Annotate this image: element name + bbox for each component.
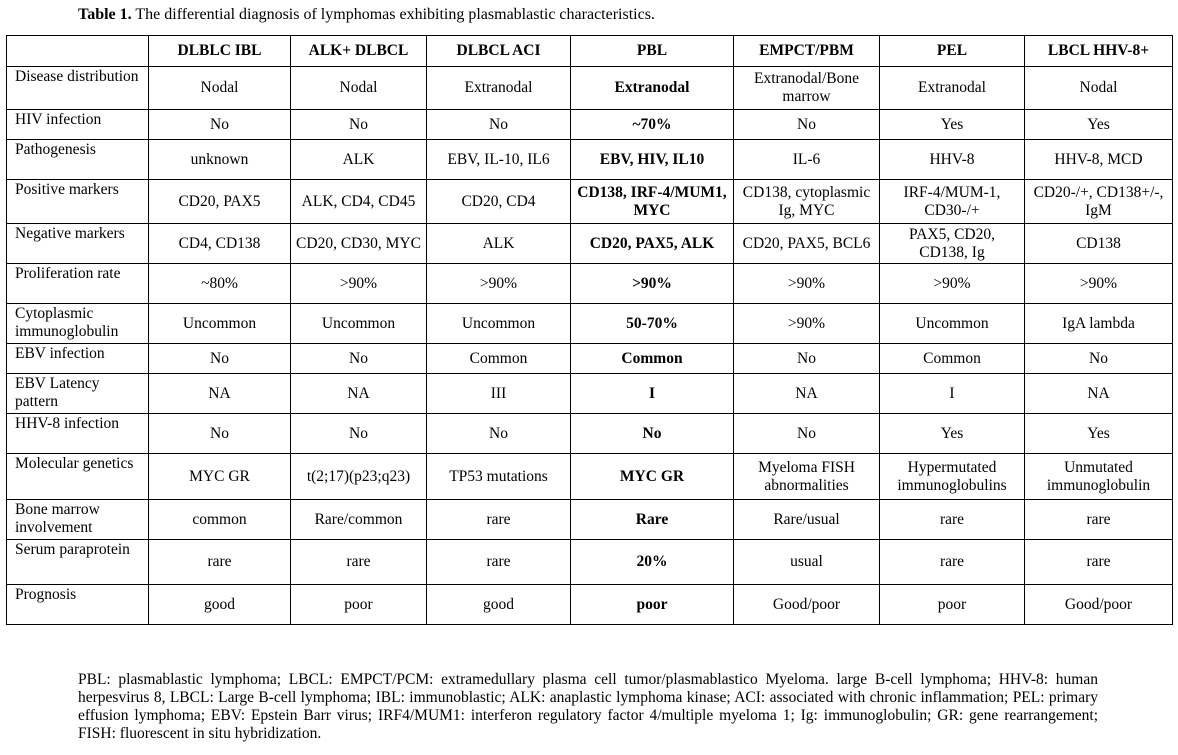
table-cell: No [291, 414, 427, 454]
table-cell: Extranodal/Bone marrow [734, 67, 880, 110]
table-cell: >90% [571, 264, 734, 304]
table-cell: EBV, IL-10, IL6 [427, 140, 571, 180]
table-cell: rare [427, 500, 571, 540]
table-cell: unknown [149, 140, 291, 180]
table-cell: No [734, 344, 880, 374]
table-cell: Common [427, 344, 571, 374]
table-footnote: PBL: plasmablastic lymphoma; LBCL: EMPCT/PCM: extramedullary plasma cell tumor/plasmablastico Myeloma. large B-cell lymphoma; HHV-8: human herpesvirus 8, LBCL: Large B-cell lymphoma; IBL: immunoblastic; ALK: anaplastic lymphoma kinase; ACI: associated with chronic inflammation; PEL: primary effusion lymphoma; EBV: Epstein Barr virus; IRF4/MUM1: interferon regulatory factor 4/multiple myeloma 1; Ig: immunoglobulin; GR: gene rearrangement; FISH: fluorescent in situ hybridization. [78, 671, 1098, 742]
table-cell: No [1025, 344, 1173, 374]
table-cell: Myeloma FISH abnormalities [734, 454, 880, 500]
table-cell: good [427, 585, 571, 625]
header-pbl: PBL [571, 36, 734, 67]
caption-label: Table 1. [78, 6, 132, 23]
table-cell: NA [291, 374, 427, 414]
header-dlblc-ibl: DLBLC IBL [149, 36, 291, 67]
table-cell: Nodal [149, 67, 291, 110]
header-lbcl-hhv8: LBCL HHV-8+ [1025, 36, 1173, 67]
table-cell: Rare/usual [734, 500, 880, 540]
table-row [7, 110, 1173, 140]
table-row [7, 180, 1173, 224]
table-cell: No [734, 110, 880, 140]
table-cell: NA [734, 374, 880, 414]
row-label: Pathogenesis [7, 140, 149, 180]
table-cell: No [149, 344, 291, 374]
table-cell: CD20-/+, CD138+/-, IgM [1025, 180, 1173, 224]
table-cell: No [734, 414, 880, 454]
table-cell: No [149, 414, 291, 454]
table-cell: Yes [880, 110, 1025, 140]
table-cell: good [149, 585, 291, 625]
row-label: Molecular genetics [7, 454, 149, 500]
table-cell: TP53 mutations [427, 454, 571, 500]
table-row [7, 374, 1173, 414]
table-row [7, 67, 1173, 110]
table-cell: CD138, cytoplasmic Ig, MYC [734, 180, 880, 224]
table-cell: IgA lambda [1025, 304, 1173, 344]
table-row [7, 344, 1173, 374]
table-cell: >90% [734, 264, 880, 304]
header-alk-dlbcl: ALK+ DLBCL [291, 36, 427, 67]
table-row [7, 140, 1173, 180]
table-cell: PAX5, CD20, CD138, Ig [880, 224, 1025, 264]
header-cell-empty [7, 36, 149, 67]
table-row [7, 540, 1173, 585]
row-label: Disease distribution [7, 67, 149, 110]
table-cell: poor [291, 585, 427, 625]
table-cell: Nodal [291, 67, 427, 110]
table-caption [78, 4, 655, 26]
table-cell: Uncommon [880, 304, 1025, 344]
table-cell: CD138 [1025, 224, 1173, 264]
table-cell: usual [734, 540, 880, 585]
table-cell: Common [571, 344, 734, 374]
row-label: Proliferation rate [7, 264, 149, 304]
table-cell: Rare/common [291, 500, 427, 540]
header-pel: PEL [880, 36, 1025, 67]
table-cell: CD20, PAX5, BCL6 [734, 224, 880, 264]
table-cell: No [149, 110, 291, 140]
table-cell: Uncommon [427, 304, 571, 344]
table-cell: ALK [291, 140, 427, 180]
table-cell: rare [149, 540, 291, 585]
table-cell: HHV-8, MCD [1025, 140, 1173, 180]
table-cell: CD20, PAX5, ALK [571, 224, 734, 264]
table-row [7, 454, 1173, 500]
table-cell: rare [1025, 500, 1173, 540]
table-cell: Uncommon [291, 304, 427, 344]
table-cell: Nodal [1025, 67, 1173, 110]
table-cell: rare [880, 500, 1025, 540]
table-cell: Yes [1025, 414, 1173, 454]
row-label: Prognosis [7, 585, 149, 625]
row-label: EBV infection [7, 344, 149, 374]
table-cell: t(2;17)(p23;q23) [291, 454, 427, 500]
table-cell: 50-70% [571, 304, 734, 344]
table-cell: >90% [1025, 264, 1173, 304]
row-label: HHV-8 infection [7, 414, 149, 454]
table-row [7, 585, 1173, 625]
table-cell: poor [880, 585, 1025, 625]
table-row [7, 414, 1173, 454]
table-cell: HHV-8 [880, 140, 1025, 180]
table-cell: >90% [291, 264, 427, 304]
row-label: Negative markers [7, 224, 149, 264]
table-cell: Extranodal [571, 67, 734, 110]
table-row [7, 500, 1173, 540]
table-cell: No [571, 414, 734, 454]
row-label: Bone marrow involvement [7, 500, 149, 540]
table-cell: rare [1025, 540, 1173, 585]
table-cell: NA [1025, 374, 1173, 414]
table-cell: CD20, CD30, MYC [291, 224, 427, 264]
table-cell: Rare [571, 500, 734, 540]
table-cell: MYC GR [571, 454, 734, 500]
table-cell: Yes [880, 414, 1025, 454]
row-label: Cytoplasmic immunoglobulin [7, 304, 149, 344]
table-cell: CD20, CD4 [427, 180, 571, 224]
table-cell: IRF-4/MUM-1, CD30-/+ [880, 180, 1025, 224]
table-cell: Extranodal [880, 67, 1025, 110]
header-row [7, 36, 1173, 67]
table-cell: Good/poor [734, 585, 880, 625]
table-cell: IL-6 [734, 140, 880, 180]
table-cell: rare [880, 540, 1025, 585]
table-cell: Common [880, 344, 1025, 374]
table-cell: ALK, CD4, CD45 [291, 180, 427, 224]
table-cell: I [880, 374, 1025, 414]
table-cell: I [571, 374, 734, 414]
table-cell: Yes [1025, 110, 1173, 140]
table-cell: poor [571, 585, 734, 625]
table-cell: common [149, 500, 291, 540]
table-cell: >90% [734, 304, 880, 344]
table-cell: Hypermutated immunoglobulins [880, 454, 1025, 500]
table-cell: CD20, PAX5 [149, 180, 291, 224]
row-label: EBV Latency pattern [7, 374, 149, 414]
table-cell: Unmutated immunoglobulin [1025, 454, 1173, 500]
table-cell: Extranodal [427, 67, 571, 110]
differential-diagnosis-table [6, 35, 1173, 625]
table-cell: EBV, HIV, IL10 [571, 140, 734, 180]
header-dlbcl-aci: DLBCL ACI [427, 36, 571, 67]
table-cell: rare [291, 540, 427, 585]
table-cell: ~80% [149, 264, 291, 304]
table-cell: No [291, 110, 427, 140]
caption-text: The differential diagnosis of lymphomas exhibiting plasmablastic characteristics. [131, 6, 655, 23]
table-cell: No [427, 414, 571, 454]
table-cell: CD138, IRF-4/MUM1, MYC [571, 180, 734, 224]
table-cell: Good/poor [1025, 585, 1173, 625]
table-cell: 20% [571, 540, 734, 585]
table-row [7, 224, 1173, 264]
table-cell: NA [149, 374, 291, 414]
table-cell: >90% [427, 264, 571, 304]
table-cell: III [427, 374, 571, 414]
row-label: Serum paraprotein [7, 540, 149, 585]
row-label: Positive markers [7, 180, 149, 224]
table-cell: No [427, 110, 571, 140]
header-empct-pbm: EMPCT/PBM [734, 36, 880, 67]
table-cell: No [291, 344, 427, 374]
table-cell: rare [427, 540, 571, 585]
table-row [7, 264, 1173, 304]
table-cell: Uncommon [149, 304, 291, 344]
table-cell: >90% [880, 264, 1025, 304]
table-row [7, 304, 1173, 344]
table-cell: ~70% [571, 110, 734, 140]
table-cell: CD4, CD138 [149, 224, 291, 264]
table-cell: ALK [427, 224, 571, 264]
table-cell: MYC GR [149, 454, 291, 500]
row-label: HIV infection [7, 110, 149, 140]
